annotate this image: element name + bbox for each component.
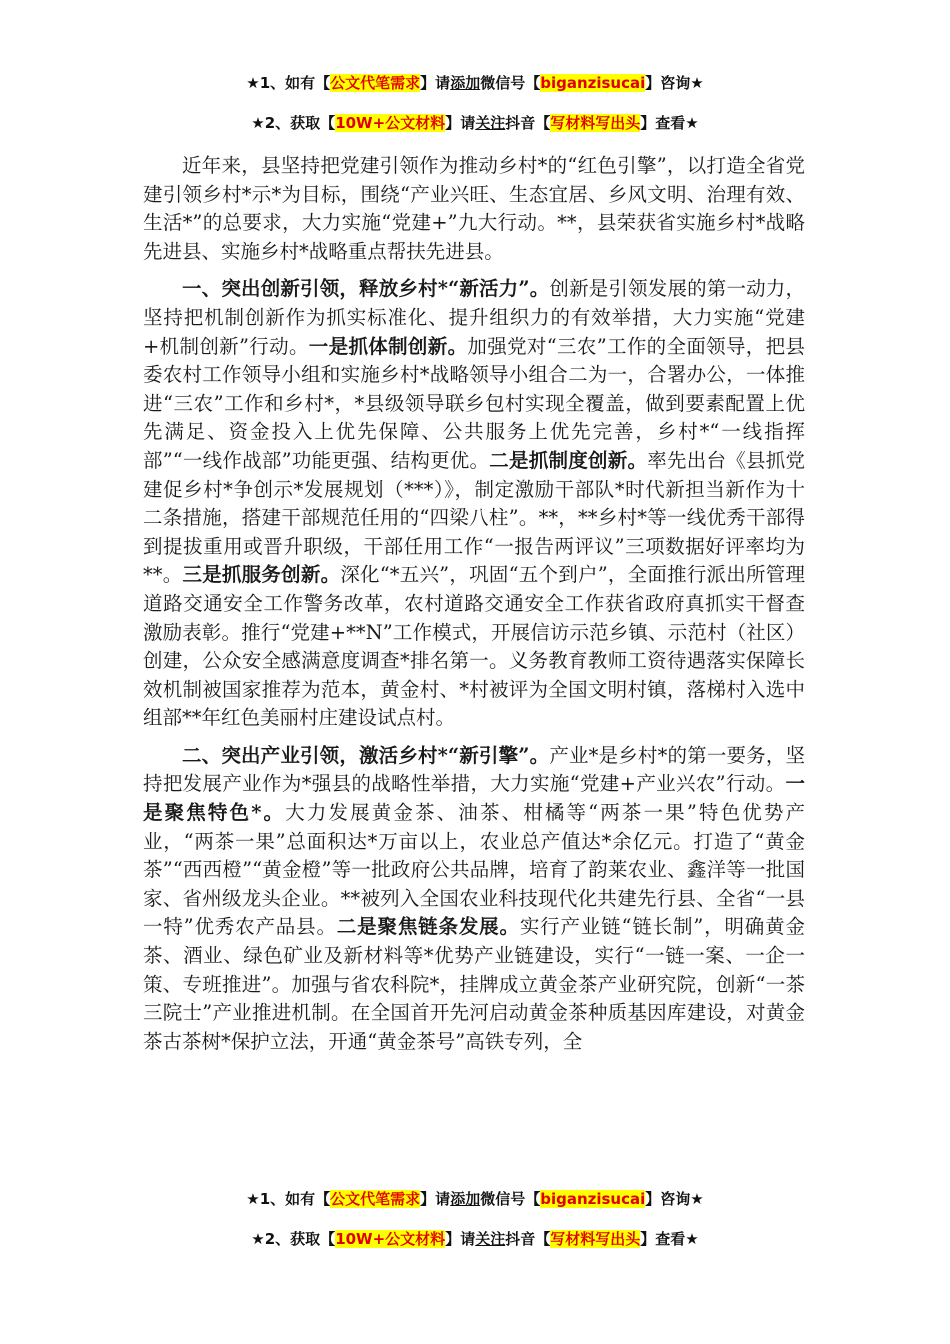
- top-banner-line-2: ★2、获取【10W+公文材料】请关注抖音【写材料写出头】查看★: [251, 114, 699, 132]
- subheading: 二是聚焦链条发展。: [336, 915, 520, 939]
- bottom-banner-line-2: ★2、获取【10W+公文材料】请关注抖音【写材料写出头】查看★: [251, 1230, 699, 1248]
- highlight-materials: 10W+公文材料: [335, 114, 446, 132]
- intro-paragraph: 近年来，县坚持把党建引领作为推动乡村*的“红色引擎”，以打造全省党建引领乡村*示*为目标，围绕“产业兴旺、生态宜居、乡风文明、治理有效、生活*”的总要求，大力实施“党建+”九大行动。**，县荣获省实施乡村*战略先进县、实施乡村*战略重点帮扶先进县。: [143, 154, 805, 263]
- document-body: [143, 152, 805, 1065]
- subheading: 二是抓制度创新。: [489, 448, 648, 472]
- section-2-heading: 二、突出产业引领，激活乡村*“新引擎”。: [182, 743, 550, 767]
- highlight-writing-service: 公文代笔需求: [330, 74, 421, 92]
- douyin-account: 写材料写出头: [550, 1230, 641, 1248]
- douyin-account: 写材料写出头: [550, 114, 641, 132]
- section-1-heading: 一、突出创新引领，释放乡村*“新活力”。: [182, 277, 550, 301]
- highlight-materials: 10W+公文材料: [335, 1230, 446, 1248]
- wechat-id: biganzisucai: [540, 74, 646, 92]
- top-banner-line-1: ★1、如有【公文代笔需求】请添加微信号【biganzisucai】咨询★: [246, 74, 704, 92]
- subheading: 一是聚焦特色*。: [143, 772, 805, 825]
- subheading: 一是抓体制创新。: [308, 334, 468, 358]
- wechat-id: biganzisucai: [540, 1190, 646, 1208]
- bottom-banner-line-1: ★1、如有【公文代笔需求】请添加微信号【biganzisucai】咨询★: [246, 1190, 704, 1208]
- section-2-paragraph: 二、突出产业引领，激活乡村*“新引擎”。产业*是乡村*的第一要务，坚持把发展产业作为*强县的战略性举措，大力实施“党建+产业兴农”行动。一是聚焦特色*。大力发展黄金茶、油茶、柑橘等“两茶一果”特色优势产业，“两茶一果”总面积达*万亩以上，农业总产值达*余亿元。打造了“黄金茶”“西西橙”“黄金橙”等一批政府公共品牌，培育了韵莱农业、鑫洋等一批国家、省州级龙头企业。**被列入全国农业科技现代化共建先行县、全省“一县一特”优秀农产品县。二是聚焦链条发展。实行产业链“链长制”，明确黄金茶、酒业、绿色矿业及新材料等*优势产业链建设，实行“一链一案、一企一策、专班推进”。加强与省农科院*，挂牌成立黄金茶产业研究院，创新“一茶三院士”产业推进机制。在全国首开先河启动黄金茶种质基因库建设，对黄金茶古茶树*保护立法，开通“黄金茶号”高铁专列，全: [143, 743, 805, 1053]
- highlight-writing-service: 公文代笔需求: [330, 1190, 421, 1208]
- section-1-paragraph: 一、突出创新引领，释放乡村*“新活力”。创新是引领发展的第一动力，坚持把机制创新作为抓实标准化、提升组织力的有效举措，大力实施“党建+机制创新”行动。一是抓体制创新。加强党对“三农”工作的全面领导，把县委农村工作领导小组和实施乡村*战略领导小组合二为一，合署办公，一体推进“三农”工作和乡村*，*县级领导联乡包村实现全覆盖，做到要素配置上优先满足、资金投入上优先保障、公共服务上优先完善，乡村*“一线指挥部”“一线作战部”功能更强、结构更优。二是抓制度创新。率先出台《县抓党建促乡村*争创示*发展规划（***）》，制定激励干部队*时代新担当新作为十二条措施，搭建干部规范任用的“四梁八柱”。**，**乡村*等一线优秀干部得到提拔重用或晋升职级，干部任用工作“一报告两评议”三项数据好评率均为**。三是抓服务创新。深化“*五兴”，巩固“五个到户”，全面推行派出所管理道路交通安全工作警务改革，农村道路交通安全工作获省政府真抓实干督查激励表彰。推行“党建+**N”工作模式，开展信访示范乡镇、示范村（社区）创建，公众安全感满意度调查*排名第一。义务教育教师工资待遇落实保障长效机制被国家推荐为范本，黄金村、*村被评为全国文明村镇，落梯村入选中组部**年红色美丽村庄建设试点村。: [143, 277, 805, 730]
- subheading: 三是抓服务创新。: [182, 563, 341, 587]
